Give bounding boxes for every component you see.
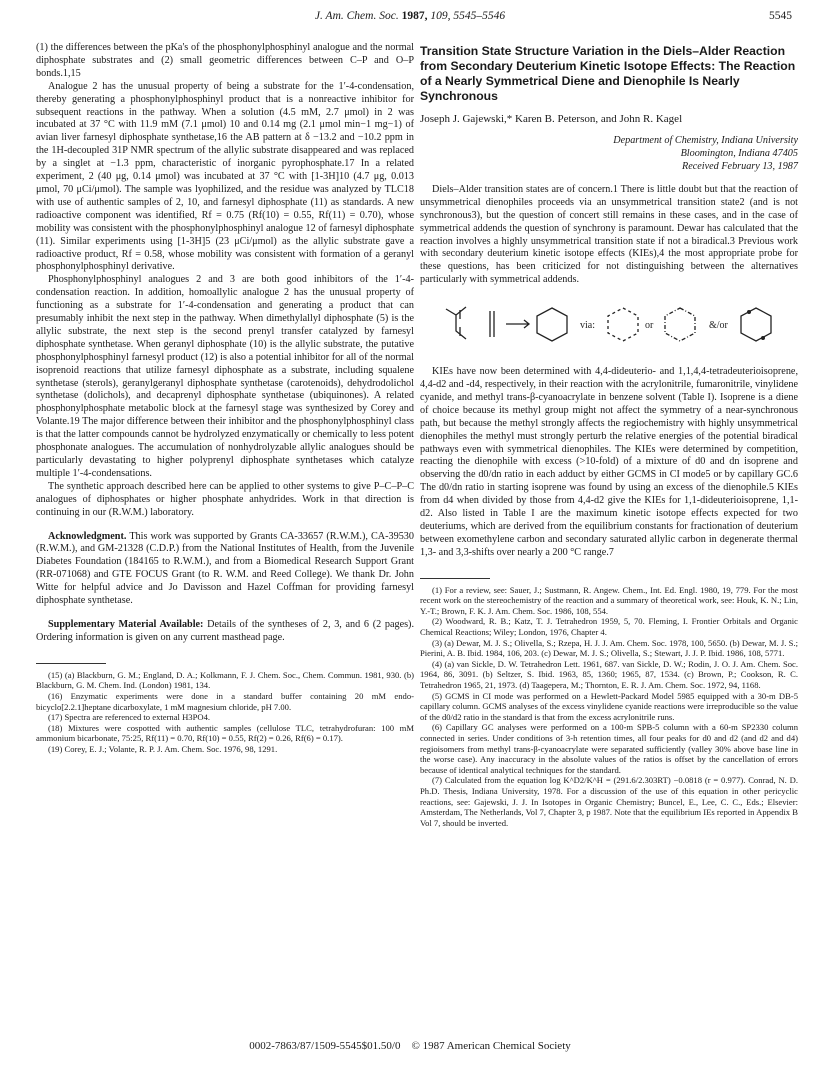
- footnote: (18) Mixtures were cospotted with authentic samples (cellulose TLC, tetrahydrofuran: 100 mM ammonium bicarbonate, 75:25, Rf(11) = 0.70, Rf(10) = 0.55, Rf(2) = 0.26, Rf(6) = 0.17).: [36, 722, 414, 744]
- left-column: [36, 42, 414, 755]
- scheme-via-label: via:: [580, 320, 595, 332]
- footnote: (6) Capillary GC analyses were performed on a 100-m SPB-5 column with a 60-m SP2330 column connected in series. Under conditions of 3-h retention times, all four peaks for d0 and d2 (and d2 and d4) regioisomers from methyl trans-β-cyanoacrylate were separated sufficiently (valley 30% above base line in the worse case). Any inaccuracy in the absolute values of the ratios is offset by the cancellation of errors because of identical analytical techniques for the standard.: [420, 722, 798, 775]
- paragraph: (1) the differences between the pKa's of the phosphonylphosphinyl analogue and the normal diphosphate substrates and (2) small geometric differences between C–P and O–P bonds.1,15: [36, 42, 414, 79]
- scheme-andor-label: &/or: [709, 320, 728, 332]
- paragraph: KIEs have now been determined with 4,4-dideuterio- and 1,1,4,4-tetradeuterioisoprene, 4,4-d2 and -d4, respectively, in their reaction with the acrylonitrile, fumaronitrile, vinylidene cyanide, and methyl trans-β-cyanoacrylate in benzene solvent (Table I). Isoprene is a diene of choice because its methyl group might not affect the symmetry of a near-synchronous path, but because the methyl strongly affects the regiochemistry with highly unsymmetrical dienophiles the methyl must strongly perturb the relative energies of the potential biradical pathways even with symmetrical dienophiles. The KIEs were determined by competition, reacting the dienophile with excess (>10-fold) of a mixture of d0 and dn isoprene and observing the d0/dn ratio in each adduct by either GCMS in CI mode5 or by capillary GC.6 The d0/dn ratio in starting isoprene was found by using an excess of the dienophile.5 KIEs from d4 when divided by those from 4,4-d2 give the KIEs for 1,1-dideuterioisoprene, 1,1-d2. Also listed in Table I are the maximum kinetic isotope effects expected for two deuteriums, which are derived from the equilibrium constants for fractionation of deuterium between exomethylene carbon and secondary saturated allylic carbon in degenerate thermal 1,3- and 3,3-shifts over nearly a 200 °C range.7: [420, 366, 798, 558]
- affiliation: Department of Chemistry, Indiana University Bloomington, Indiana 47405 Received February 13, 1987: [420, 134, 798, 173]
- footnote: (16) Enzymatic experiments were done in a standard buffer containing 20 mM endo-bicyclo[2.2.1]heptane dicarboxylate, 1 mM magnesium chloride, pH 7.00.: [36, 690, 414, 712]
- footnote: (19) Corey, E. J.; Volante, R. P. J. Am. Chem. Soc. 1976, 98, 1291.: [48, 743, 278, 754]
- footnote: (2) Woodward, R. B.; Katz, T. J. Tetrahedron 1959, 5, 70. Fleming, I. Frontier Orbitals and Organic Chemical Reactions; Wiley; London, 1976, Chapter 4.: [420, 616, 798, 638]
- paragraph: The synthetic approach described here can be applied to other systems to give P–C–P–C analogues of diphosphates or higher phosphate anhydrides. Work in that direction is continuing in our (R.W.M.) laboratory.: [36, 480, 414, 518]
- page-footer: [0, 1040, 820, 1052]
- footnote: (1) For a review, see: Sauer, J.; Sustmann, R. Angew. Chem., Int. Ed. Engl. 1980, 19, 779. For the most recent work on the stereochemistry of the reaction and a summary of theoretical work, see: Houk, K. N.; Lin, Y.-T.; Brown, F. K. J. Am. Chem. Soc. 1986, 108, 554.: [420, 584, 798, 616]
- article-title: Transition State Structure Variation in the Diels–Alder Reaction from Secondary Deuterium Kinetic Isotope Effects: The Reaction of a Nearly Symmetrical Diene and Dienophile Is Nearly Synchronous: [420, 44, 796, 103]
- reaction-arrow-icon: [506, 320, 529, 328]
- paragraph: Phosphonylphosphinyl analogues 2 and 3 are both good inhibitors of the 1′-4-condensation reaction. In addition, homoallylic analogue 2 has the unusual property of functioning as a substrate for 1′-4-condensation and generating a product that can presumably inhibit the next step in the pathway. When dimethylallyl diphosphate (5) is the allylic substrate, the next step is the second prenyl transfer catalyzed by farnesyl diphosphate synthetase. When geranyl diphosphate (10) is the allylic substrate, the putative phosphonylphosphinyl farnesyl product (12) is also a potential inhibitor for all of the normal isoprenoid reactions that utilize farnesyl diphosphate as a substrate, including squalene synthetase (sterols), geranylgeranyl diphosphate synthetase (carotenoids), dehydrodolichol synthetase (dolichols), and decaprenyl diphosphate synthetase (ubiquinones). A related phosphonylphosphate metabolic block at the farnesyl stage was synthesized by Corey and Volante.19 The major difference between their inhibitor and the phosphonylphosphinyl class is that the latter compounds cannot be hydrolyzed enzymatically or chemically to less potent phosphonate analogues. The accumulation of nonhydrolyzable allylic analogues should be particularly devastating to higher polyprenyl diphosphate synthetases which catalyze multiple 1′-4-condensations.: [36, 274, 414, 479]
- reaction-scheme: [420, 297, 798, 355]
- footnote: (4) (a) van Sickle, D. W. Tetrahedron Lett. 1961, 687. van Sickle, D. W.; Rodin, J. O. J. Am. Chem. Soc. 1964, 86, 3091. (b) Seltzer, S. Ibid. 1963, 85, 1360; 1965, 87, 1534. (c) Brown, P.; Cookson, R. C. Tetrahedron 1965, 21, 1973. (d) Taagepera, M.; Thornton, E. R. J. Am. Chem. Soc. 1972, 94, 1168.: [420, 658, 798, 690]
- unsymmetrical-transition-state-icon: [665, 308, 695, 341]
- footnote: (3) (a) Dewar, M. J. S.; Olivella, S.; Rzepa, H. J. J. Am. Chem. Soc. 1978, 100, 5650. (b) Dewar, M. J. S.; Pierini, A. B. Ibid. 1984, 106, 203. (c) Dewar, M. J. S.; Olivella, S.; Stewart, J. J. P. Ibid. 1986, 108, 5771.: [420, 637, 798, 659]
- acknowledgment: Acknowledgment. This work was supported by Grants CA-33657 (R.W.M.), CA-39530 (R.W.M.), and GM-21328 (C.D.P.) from the National Institutes of Health, from the Juvenile Diabetes Foundation (184165 to R.W.M.), and from a Biomedical Research Support Grant (RR-071068) and GTE FOCUS Grant (to R. W.M. and Reed College). We thank Dr. John Witte for helpful advice and Jo Davisson and Hazel Coffman for providing farnesyl diphosphate synthetase.: [36, 530, 414, 607]
- author-list: Joseph J. Gajewski,* Karen B. Peterson, and John R. Kagel: [420, 113, 683, 125]
- dienophile-structure-icon: [490, 311, 494, 337]
- footnote: (5) GCMS in CI mode was performed on a Hewlett-Packard Model 5985 equipped with a 30-m DB-5 capillary column. GCMS analyses of the excess vinylidene cyanide reactions were irreproducible so the value of the d0/d2 ratio in the standard is that from the excess acrylonitrile runs.: [420, 690, 798, 722]
- biradical-intermediate-icon: [741, 308, 771, 341]
- received-date: Received February 13, 1987: [682, 160, 798, 172]
- issn-code: 0002-7863/87/1509-5545$01.50/0: [249, 1040, 401, 1052]
- right-column: [420, 42, 798, 828]
- scheme-or-label: or: [645, 320, 654, 332]
- copyright-notice: © 1987 American Chemical Society: [411, 1040, 571, 1052]
- footnote-rule: [36, 663, 106, 664]
- concerted-transition-state-icon: [608, 308, 638, 341]
- supplementary-material: Supplementary Material Available: Details of the syntheses of 2, 3, and 6 (2 pages). Ordering information is given on any current masthead page.: [36, 618, 414, 643]
- page-number: 5545: [769, 10, 792, 22]
- radical-dot-icon: [761, 336, 765, 340]
- footnote: (15) (a) Blackburn, G. M.; England, D. A.; Kolkmann, F. J. Chem. Soc., Chem. Commun. 1981, 930. (b) Blackburn, G. M. Chem. Ind. (London) 1981, 134.: [36, 669, 414, 691]
- journal-citation: J. Am. Chem. Soc. 1987, 109, 5545–5546: [314, 10, 506, 22]
- running-header: [0, 10, 820, 26]
- footnote: (17) Spectra are referenced to external H3PO4.: [48, 712, 211, 723]
- radical-dot-icon: [747, 310, 751, 314]
- paragraph: Diels–Alder transition states are of concern.1 There is little doubt but that the reaction of unsymmetrical dienophiles proceeds via an unsymmetrical transition state2 (and is not synchronous3), but the question of concert still remains in these cases, and in the case of symmetrical addends the question of synchrony is paramount. Dewar has calculated that the reaction involves a highly unsymmetrical transition state if not a biradical.3 Previous work with secondary deuterium kinetic isotope effects (KIEs),4 the most appropriate probe for these questions, has been criticized for not distinguishing between the alternatives particularly with symmetrical addends.: [420, 183, 798, 286]
- diene-structure-icon: [446, 307, 466, 339]
- footnote: (7) Calculated from the equation log K^D2/K^H = (291.6/2.303RT) −0.0818 (r = 0.977). Conrad, N. D. Ph.D. Thesis, Indiana University, 1978. For a discussion of the use of this equation in other pericyclic reactions, see: Gajewski, J. J. In Isotopes in Organic Chemistry; Buncel, E., Lee, C. C., Eds.; Elsevier: Amsterdam, The Netherlands, Vol 7, Chapter 3, p 1987. Note that the equilibrium IEs reported in Appendix B Vol 7, should be inverted.: [420, 775, 798, 828]
- cyclohexene-product-icon: [537, 308, 567, 341]
- footnote-rule: [420, 578, 490, 579]
- paragraph: Analogue 2 has the unusual property of being a substrate for the 1′-4-condensation, thereby generating a phosphonylphosphinyl product that is a nonreactive inhibitor for subsequent reactions in the pathway. When a solution (4.5 mM, 2.7 μmol) in 2 was incubated at 37 °C with 11.9 mM (7.1 μmol) 10 and 0.14 mg (2.1 μmol min−1 mg−1) of avian liver farnesyl diphosphate synthetase,16 the AB pattern at δ −13.2 and −10.2 ppm in the 1H-decoupled 31P NMR spectrum of the allylic substrate disappeared and was replaced by a singlet at −1.3 ppm, characteristic of inorganic pyrophosphate.17 In a related experiment, 2 (40 μg, 0.14 μmol) was incubated at 37 °C with [1-3H]10 (4.7 μg, 0.013 μmol, 70 μCi/μmol). The sample was lyophilized, and the residue was analyzed by TLC18 with use of authentic samples of 2, 10, and farnesyl diphosphate (11) as standards. A new radioactive component was identified, Rf = 0.75 (Rf(10) = 0.55, Rf(11) = 0.70), whose mobility was consistent with the phosphonylphosphinyl analogue 12 of farnesyl diphosphate (11). Similar experiments using [1-3H]5 (23 μCi/μmol) as the allylic substrate gave a radioactive product, Rf = 0.58, whose mobility was consistent with formation of a geranyl phosphonylphosphinyl derivative.: [36, 80, 414, 273]
